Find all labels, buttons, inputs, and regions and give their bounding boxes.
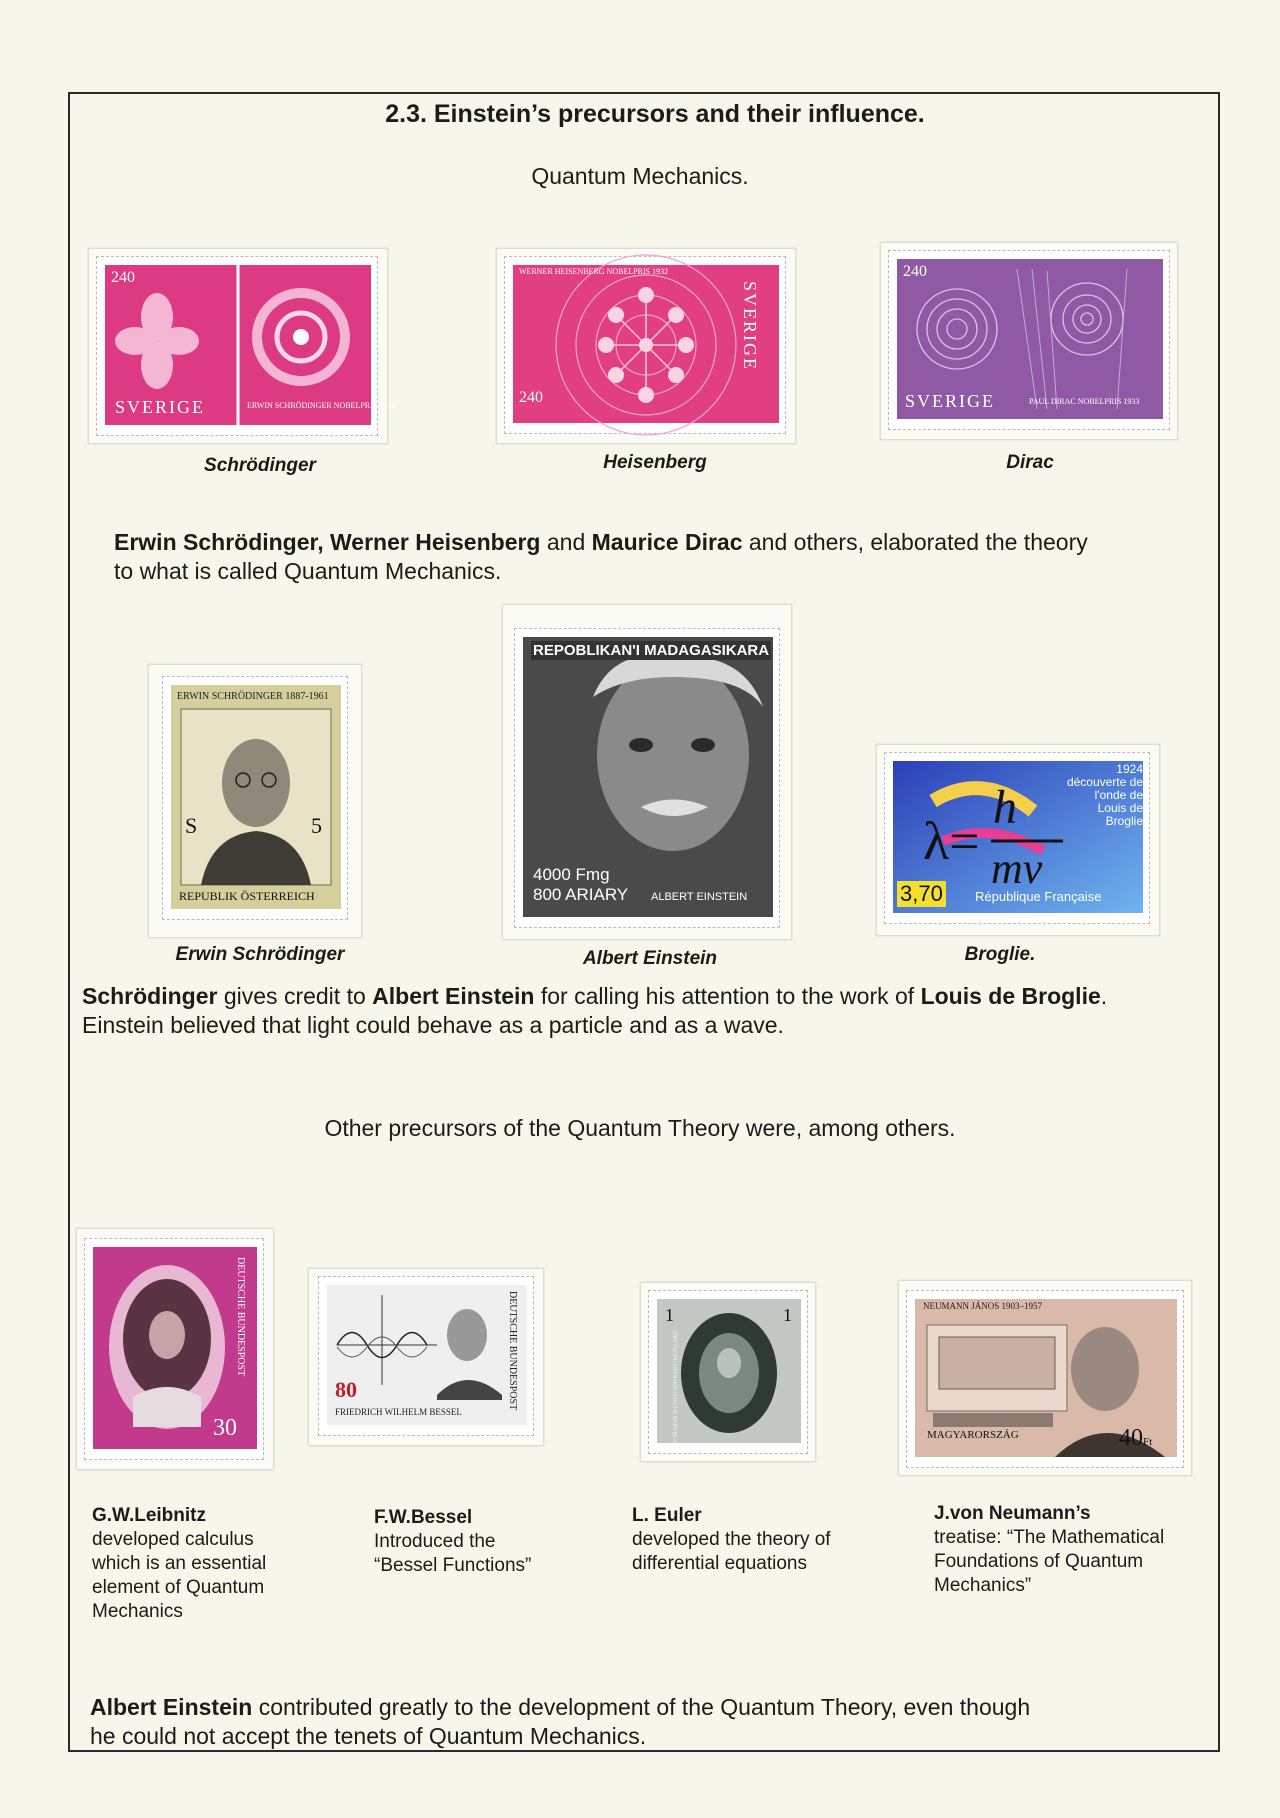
text-fragment: gives credit to xyxy=(217,983,373,1009)
text-fragment: for calling his attention to the work of xyxy=(534,983,921,1009)
note-heading: J.von Neumann’s xyxy=(934,1503,1091,1524)
paragraph-conclusion xyxy=(90,1693,1200,1751)
name-dirac: Maurice Dirac xyxy=(591,529,743,555)
note-line: Introduced the xyxy=(374,1531,496,1552)
stamp-bessel-germany xyxy=(318,1276,534,1436)
stamp-value: 30 xyxy=(213,1415,237,1441)
stamp-broglie-france xyxy=(884,752,1150,924)
note-line: treatise: “The Mathematical xyxy=(934,1527,1165,1548)
note-line: developed calculus xyxy=(92,1529,254,1550)
caption-albert-einstein: Albert Einstein xyxy=(582,948,718,969)
note-line: Foundations of Quantum xyxy=(934,1551,1144,1572)
svg-text:λ=: λ= xyxy=(923,811,980,871)
name-de-broglie: Louis de Broglie xyxy=(920,983,1101,1009)
note-line: which is an essential xyxy=(92,1553,267,1574)
caption-schrodinger: Schrödinger xyxy=(204,455,316,476)
note-line: Mechanics xyxy=(92,1601,183,1622)
name-schrodinger: Schrödinger xyxy=(82,983,218,1009)
stamp-euler-gdr xyxy=(648,1290,808,1454)
stamp-schrodinger-sweden xyxy=(96,256,396,436)
stamp-inscription: ERWIN SCHRÖDINGER NOBELPRIS 1933 xyxy=(247,401,396,410)
caption-heisenberg: Heisenberg xyxy=(603,452,707,473)
name-einstein: Albert Einstein xyxy=(90,1694,253,1720)
stamp-country: MAGYARORSZÁG xyxy=(927,1429,1019,1441)
stamp-schrodinger-austria xyxy=(162,676,348,920)
text-fragment: . xyxy=(1100,983,1108,1009)
stamp-value: 240 xyxy=(111,269,135,286)
note-line: Mechanics” xyxy=(934,1575,1032,1596)
stamp-value: 240 xyxy=(519,389,543,406)
stamp-leibniz-germany xyxy=(84,1238,264,1460)
stamp-value: 40 xyxy=(1119,1425,1143,1451)
stamp-inscription: WERNER HEISENBERG NOBELPRIS 1932 xyxy=(519,267,669,276)
caption-erwin-schrodinger: Erwin Schrödinger xyxy=(175,944,345,965)
note-bessel xyxy=(374,1506,594,1578)
stamp-value: 80 xyxy=(335,1377,357,1402)
stamp-value: 1 xyxy=(783,1305,792,1325)
stamp-value: 5 xyxy=(311,813,322,838)
page-subtitle: Quantum Mechanics. xyxy=(531,163,749,189)
stamp-neumann-hungary xyxy=(906,1290,1184,1468)
stamp-country: DEUTSCHE DEMOKRATISCHE REPUBLIK xyxy=(671,1331,677,1446)
svg-text:h: h xyxy=(993,781,1017,834)
stamp-country: DEUTSCHE BUNDESPOST xyxy=(235,1257,246,1377)
stamp-inscription: ERWIN SCHRÖDINGER 1887-1961 xyxy=(177,691,329,702)
stamp-einstein-madagascar xyxy=(514,628,780,928)
name-schrodinger: Erwin Schrödinger, xyxy=(114,529,324,555)
note-heading: G.W.Leibnitz xyxy=(92,1505,206,1526)
stamp-inscription: NEUMANN JÁNOS 1903–1957 xyxy=(923,1301,1043,1311)
paragraph-de-broglie xyxy=(82,982,1212,1040)
stamp-country: SVERIGE xyxy=(905,391,995,411)
stamp-country: SVERIGE xyxy=(740,281,760,371)
stamp-value: 1 xyxy=(665,1305,674,1325)
note-leibniz xyxy=(92,1504,312,1624)
page-title: 2.3. Einstein’s precursors and their influence. xyxy=(385,100,925,128)
note-line: developed the theory of xyxy=(632,1529,831,1550)
text-fragment: Einstein believed that light could behave as a particle and as a wave. xyxy=(82,1012,784,1038)
stamp-inscription: FRIEDRICH WILHELM BESSEL xyxy=(335,1407,462,1417)
note-line: differential equations xyxy=(632,1553,807,1574)
stamp-unit: Ft xyxy=(1143,1436,1153,1448)
note-line: “Bessel Functions” xyxy=(374,1555,532,1576)
stamp-country: République Française xyxy=(975,889,1102,904)
stamp-inscription: ALBERT EINSTEIN xyxy=(651,891,748,903)
stamp-inscription: 1924 découverte de l'onde de Louis de Broglie xyxy=(1066,762,1143,828)
stamp-inscription: REPOBLIKAN'I MADAGASIKARA xyxy=(533,642,770,659)
text-fragment: he could not accept the tenets of Quantum Mechanics. xyxy=(90,1723,647,1749)
other-precursors-line: Other precursors of the Quantum Theory were, among others. xyxy=(324,1115,956,1141)
stamp-heisenberg-sweden xyxy=(504,256,786,434)
stamp-country: SVERIGE xyxy=(115,397,205,417)
text-fragment: and xyxy=(540,529,592,555)
note-line: element of Quantum xyxy=(92,1577,265,1598)
stamp-inscription: PAUL DIRAC NOBELPRIS 1933 xyxy=(1029,397,1140,406)
stamp-country: DEUTSCHE BUNDESPOST xyxy=(507,1291,518,1411)
note-heading: L. Euler xyxy=(632,1505,702,1526)
note-neumann xyxy=(934,1502,1204,1598)
note-euler xyxy=(632,1504,872,1576)
stamp-dirac-sweden xyxy=(888,250,1170,430)
text-fragment: contributed greatly to the development of the Quantum Theory, even though xyxy=(252,1694,1031,1720)
stamp-value: 240 xyxy=(903,263,927,280)
paragraph-quantum-mechanics xyxy=(114,528,1194,586)
stamp-value: 800 ARIARY xyxy=(533,885,629,904)
caption-broglie: Broglie. xyxy=(964,944,1036,965)
stamp-value: 4000 Fmg xyxy=(533,865,610,884)
stamp-value-group xyxy=(1119,1425,1152,1452)
caption-dirac: Dirac xyxy=(1006,452,1054,473)
stamp-value: S xyxy=(185,813,198,838)
note-heading: F.W.Bessel xyxy=(374,1507,473,1528)
text-fragment: and others, elaborated the theory xyxy=(742,529,1088,555)
stamp-value: 3,70 xyxy=(897,881,946,907)
name-heisenberg: Werner Heisenberg xyxy=(330,529,541,555)
svg-text:mv: mv xyxy=(991,844,1043,893)
stamp-country: REPUBLIK ÖSTERREICH xyxy=(179,889,315,903)
text-fragment: to what is called Quantum Mechanics. xyxy=(114,558,502,584)
name-einstein: Albert Einstein xyxy=(372,983,535,1009)
